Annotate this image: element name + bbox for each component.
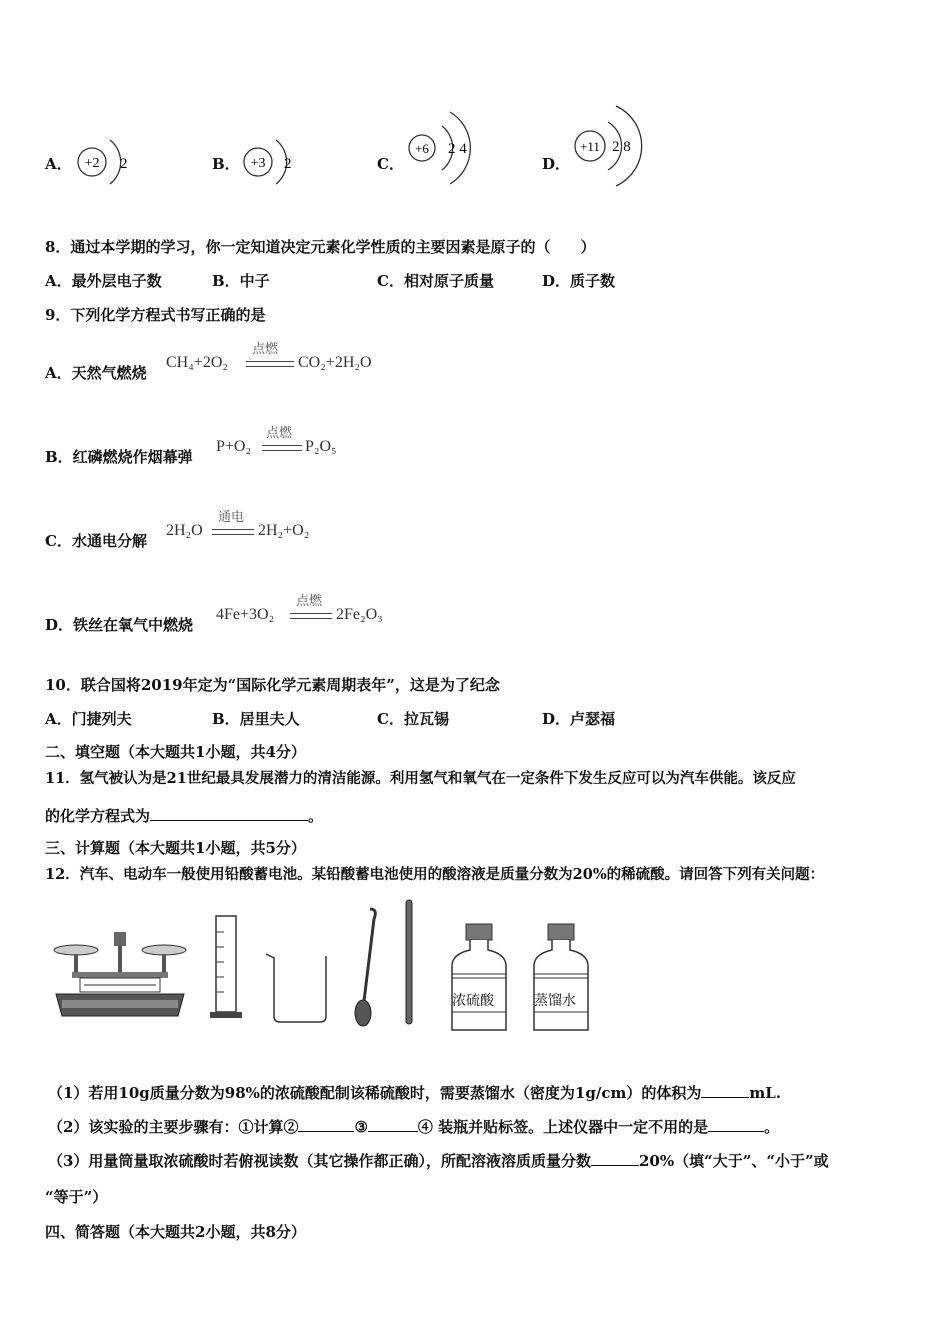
shell-electrons-d: 2 8 <box>612 139 631 155</box>
q12-sub3-line2: “等于”） <box>45 1188 108 1206</box>
q7-option-b-letter: B． <box>212 155 240 173</box>
q8-stem: 8．通过本学期的学习，你一定知道决定元素化学性质的主要因素是原子的（ ） <box>45 238 596 256</box>
atom-diagram-d <box>568 96 648 200</box>
q12-sub2-blank-1[interactable] <box>298 1131 354 1132</box>
q8-option-b: B．中子 <box>212 272 270 290</box>
q12-sub3-text-b: 20%（填“大于”、“小于”或 <box>638 1152 829 1170</box>
shell-electrons-b: 2 <box>284 156 292 172</box>
nucleus-charge-b: +3 <box>250 156 266 171</box>
q8-option-a: A．最外层电子数 <box>45 272 162 290</box>
q10-stem: 10．联合国将2019年定为“国际化学元素周期表年”，这是为了纪念 <box>45 676 500 694</box>
q12-sub2-blank-3[interactable] <box>708 1131 764 1132</box>
q8-option-d: D．质子数 <box>542 272 616 290</box>
q9-option-d-right: 2Fe₂O₃ <box>336 606 383 623</box>
q12-sub3 <box>48 1150 829 1171</box>
q9-option-c-right: 2H₂+O₂ <box>258 522 310 539</box>
shell-electrons-a: 2 <box>120 156 128 172</box>
section-3-title: 三、计算题（本大题共1小题，共5分） <box>45 839 306 857</box>
q11-answer-blank[interactable] <box>150 820 308 821</box>
graduated-cylinder-icon <box>208 912 248 1022</box>
q12-sub2-text-b: ③ <box>354 1118 368 1136</box>
nucleus-charge-d: +11 <box>580 139 600 154</box>
q12-sub2-end: 。 <box>764 1118 780 1136</box>
glass-rod-icon <box>402 898 416 1028</box>
q9-option-c-condition: 通电 <box>218 510 245 525</box>
q7-option-c-letter: C． <box>377 155 404 173</box>
q9-option-b-condition: 点燃 <box>266 426 293 441</box>
q9-stem: 9．下列化学方程式书写正确的是 <box>45 306 266 324</box>
atom-diagram-c <box>402 100 492 200</box>
q9-option-b-label: B．红磷燃烧作烟幕弹 <box>45 448 193 466</box>
q10-option-c: C．拉瓦锡 <box>377 710 449 728</box>
section-2-title: 二、填空题（本大题共1小题，共4分） <box>45 743 306 761</box>
q8-option-c: C．相对原子质量 <box>377 272 494 290</box>
q9-option-b-left: P+O₂ <box>216 438 252 455</box>
q12-stem: 12．汽车、电动车一般使用铅酸蓄电池。某铅酸蓄电池使用的酸溶液是质量分数为20%的稀硫酸。请回答下列有关问题： <box>45 866 825 883</box>
q9-option-d-label: D．铁丝在氧气中燃烧 <box>45 616 194 634</box>
distilled-water-bottle <box>530 922 592 1034</box>
beaker-icon <box>262 950 334 1026</box>
q9-option-a-equals <box>246 361 294 367</box>
q12-sub1-end: mL. <box>749 1084 781 1102</box>
q12-sub2-blank-2[interactable] <box>368 1131 418 1132</box>
q9-option-d-condition: 点燃 <box>296 594 323 609</box>
section-4-title: 四、简答题（本大题共2小题，共8分） <box>45 1223 306 1241</box>
q9-option-c-label: C．水通电分解 <box>45 532 147 550</box>
q9-option-a-right: CO₂+2H₂O <box>298 354 372 371</box>
q9-option-c-left: 2H₂O <box>166 522 203 539</box>
q10-option-a: A．门捷列夫 <box>45 710 132 728</box>
q12-sub2 <box>48 1116 779 1137</box>
atom-diagram-a <box>72 132 142 202</box>
q12-sub1-text: （1）若用10g质量分数为98%的浓硫酸配制该稀硫酸时，需要蒸馏水（密度为1g/cm）的体积为 <box>48 1084 702 1102</box>
q7-option-d-letter: D． <box>542 155 571 173</box>
bottle-1-icon <box>448 922 510 1034</box>
q9-option-a-left: CH₄+2O₂ <box>166 354 228 371</box>
q9-option-d-left: 4Fe+3O₂ <box>216 606 275 623</box>
q9-option-a-label: A．天然气燃烧 <box>45 364 147 382</box>
q12-sub3-text-a: （3）用量筒量取浓硫酸时若俯视读数（其它操作都正确），所配溶液溶质质量分数 <box>48 1152 591 1170</box>
bottle-1-label: 浓硫酸 <box>452 993 494 1009</box>
medicine-spoon-icon <box>348 905 384 1030</box>
bottle-2-icon <box>530 922 592 1034</box>
q11-line2-text: 的化学方程式为 <box>45 807 151 825</box>
q12-sub2-text-a: （2）该实验的主要步骤有：①计算② <box>48 1118 299 1136</box>
q10-option-b: B．居里夫人 <box>212 710 300 728</box>
q9-option-b-equals <box>262 445 302 451</box>
q9-option-c-equals <box>212 529 254 535</box>
q12-sub1-blank[interactable] <box>701 1097 749 1098</box>
nucleus-charge-c: +6 <box>415 141 429 156</box>
concentrated-sulfuric-acid-bottle <box>448 922 510 1034</box>
q11-line2 <box>45 805 323 826</box>
q12-sub2-text-c: ④ 装瓶并贴标签。上述仪器中一定不用的是 <box>417 1118 709 1136</box>
q9-option-d-equals <box>290 613 332 619</box>
q9-option-a-condition: 点燃 <box>252 342 279 357</box>
nucleus-charge-a: +2 <box>84 156 100 171</box>
bottle-2-label: 蒸馏水 <box>534 993 576 1009</box>
balance-scale-icon <box>50 928 190 1023</box>
q9-option-b-right: P₂O₅ <box>305 438 337 455</box>
q7-option-a-letter: A． <box>45 155 72 173</box>
shell-electrons-c: 2 4 <box>448 141 467 157</box>
q11-line2-end: 。 <box>308 807 324 825</box>
q10-option-d: D．卢瑟福 <box>542 710 616 728</box>
q12-sub3-blank[interactable] <box>591 1165 639 1166</box>
q12-sub1 <box>48 1082 781 1103</box>
q11-line1: 11．氢气被认为是21世纪最具发展潜力的清洁能源。利用氢气和氧气在一定条件下发生反应可以为汽车供能。该反应 <box>45 770 796 787</box>
atom-diagram-b <box>238 132 308 202</box>
